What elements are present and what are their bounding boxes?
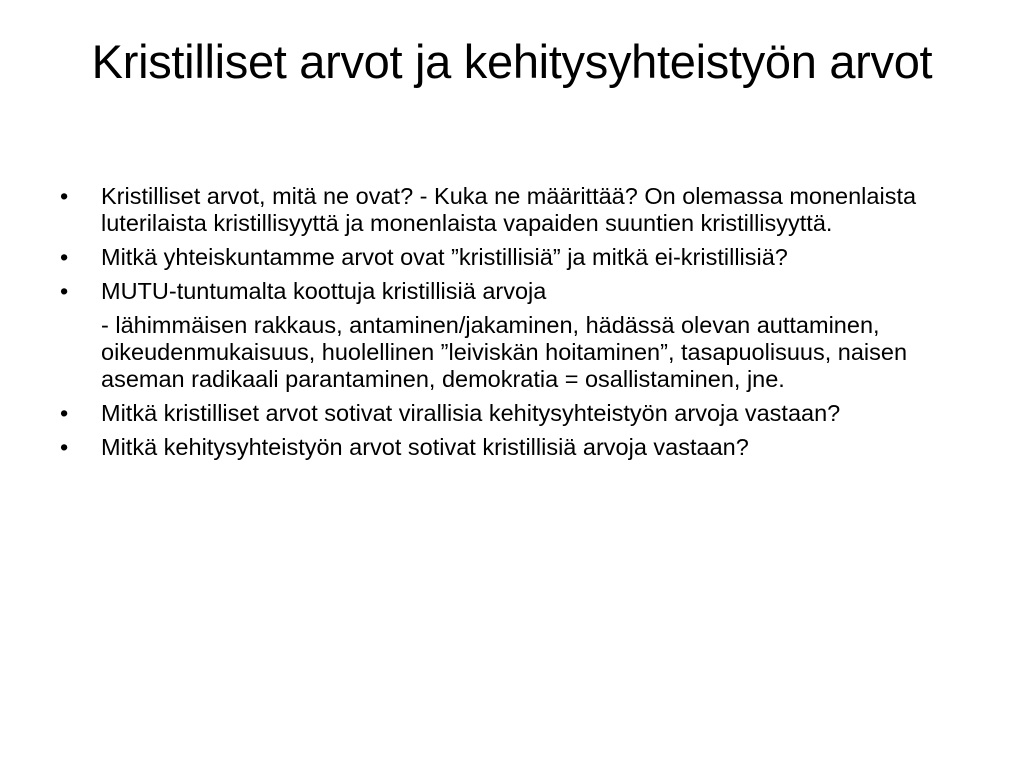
list-item-text: Kristilliset arvot, mitä ne ovat? - Kuka ne määrittää? On olemassa monenlaista luterilaista kristillisyyttä ja monenlaista vapaiden suuntien kristillisyyttä.: [101, 183, 917, 236]
list-item: [60, 400, 975, 427]
list-item: [60, 434, 975, 461]
bullet-icon: •: [60, 278, 69, 304]
list-item-text: Mitkä yhteiskuntamme arvot ovat ”kristillisiä” ja mitkä ei-kristillisiä?: [101, 244, 788, 270]
bullet-icon: •: [60, 400, 69, 426]
bullet-icon: •: [60, 183, 69, 209]
list-item-text: Mitkä kristilliset arvot sotivat virallisia kehitysyhteistyön arvoja vastaan?: [101, 400, 841, 426]
slide-title: Kristilliset arvot ja kehitysyhteistyön arvot: [91, 35, 933, 88]
list-item: [60, 183, 975, 237]
list-item-text: MUTU-tuntumalta koottuja kristillisiä arvoja: [101, 278, 547, 304]
bullet-icon: •: [60, 434, 69, 460]
list-item: [60, 278, 975, 305]
list-item: [60, 244, 975, 271]
bullet-icon: •: [60, 244, 69, 270]
list-item-continuation: [60, 312, 975, 393]
list-item-text: Mitkä kehitysyhteistyön arvot sotivat kristillisiä arvoja vastaan?: [101, 434, 749, 460]
bullet-list: [60, 183, 975, 468]
list-item-text: - lähimmäisen rakkaus, antaminen/jakaminen, hädässä olevan auttaminen, oikeudenmukaisuus, huolellinen ”leiviskän hoitaminen”, tasapuolisuus, naisen aseman radikaali parantaminen, demokratia = osallistaminen, jne.: [101, 312, 908, 392]
